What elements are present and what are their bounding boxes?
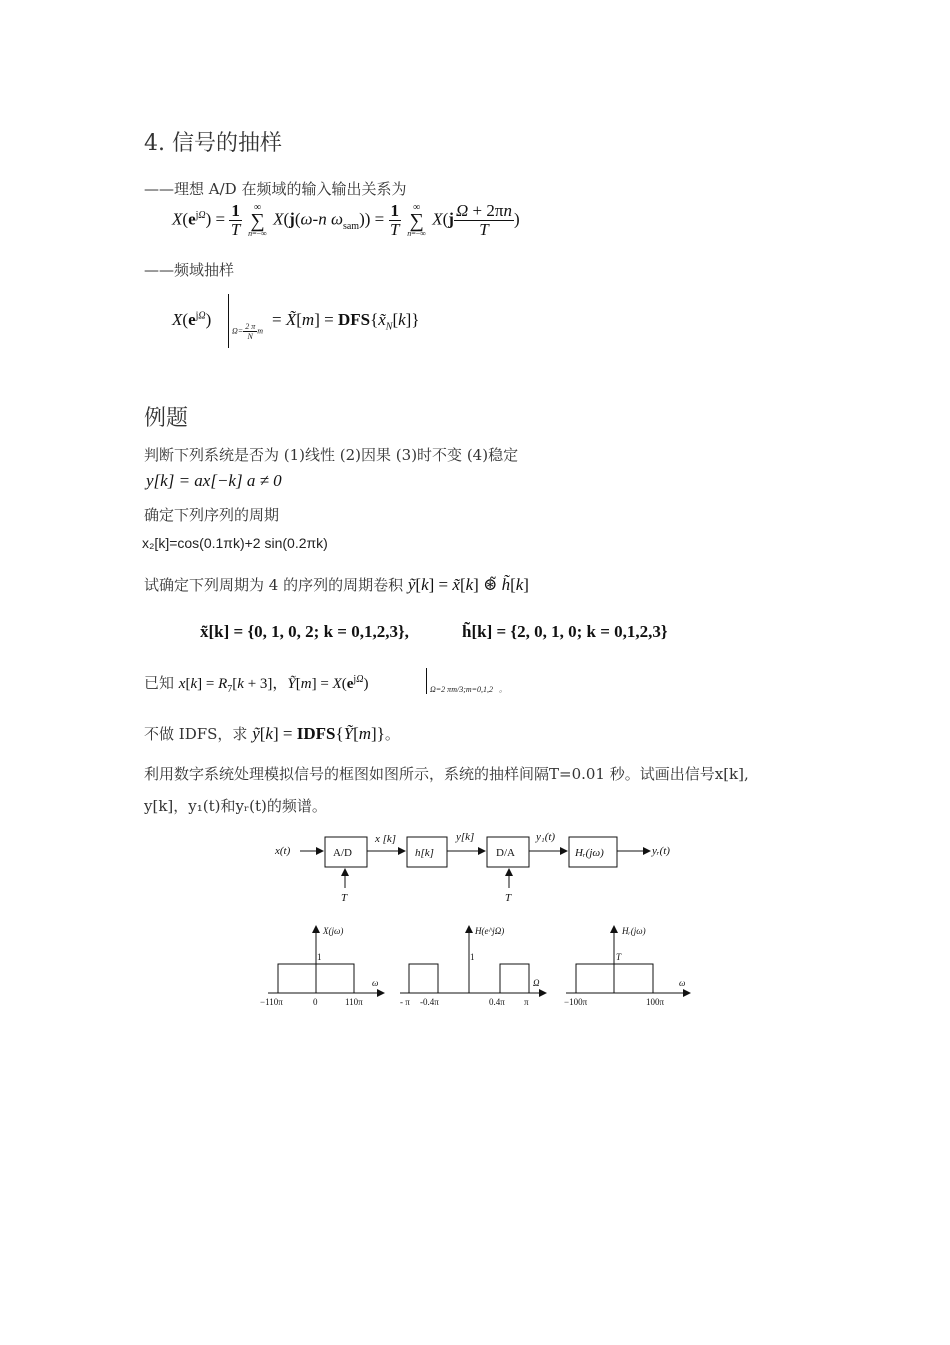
freq-sampling-text: ——频域抽样 bbox=[144, 261, 235, 279]
ad-label: A/D bbox=[333, 847, 352, 859]
question-3: 试确定下列周期为 4 的序列的周期卷积 ỹ[k] = x̃[k] ⊛̃ h̃[k] bbox=[144, 575, 529, 594]
yk-label: y[k] bbox=[456, 831, 475, 843]
question-6-line-2: y[k]，y₁(t)和yᵣ(t)的频谱。 bbox=[144, 797, 327, 815]
h-spectrum-rect-right bbox=[500, 964, 529, 993]
evaluation-subscript-2: Ω=2 πm/3;m=0,1,2 。 bbox=[430, 685, 508, 694]
x-spectrum-title: X(jω) bbox=[323, 926, 344, 936]
hr-spectrum-T: T bbox=[616, 952, 622, 962]
freq-sampling-formula: $X(e^{j\Omega})$ bbox=[172, 310, 212, 329]
section-title: 4. 信号的抽样 bbox=[144, 131, 282, 156]
question-4: 已知 $x[k] = R_7[k + 3]$，Ỹ[m] = $X(e^{j\Omega})$ bbox=[144, 674, 369, 695]
input-signal-label: x(t) bbox=[275, 845, 291, 857]
h-spectrum-title: H(e^jΩ) bbox=[475, 926, 505, 936]
example-title: 例题 bbox=[144, 406, 189, 431]
da-label: D/A bbox=[496, 847, 515, 859]
y1-label: y₁(t) bbox=[536, 831, 556, 843]
xk-label: x [k] bbox=[375, 833, 397, 845]
hr-label: Hᵣ(jω) bbox=[575, 847, 604, 859]
h-tick-neg-04pi: -0.4π bbox=[420, 997, 439, 1007]
dfs-formula: = X̃[m] = $DFS\{x̃_N[k]\}$ bbox=[272, 310, 420, 333]
spectrum-hr bbox=[564, 926, 690, 1007]
x-tick-zero: 0 bbox=[313, 997, 318, 1007]
x-spectrum-one: 1 bbox=[317, 952, 322, 962]
h-tick-04pi: 0.4π bbox=[489, 997, 505, 1007]
question-2-formula: x₂[k]=cos(0.1πk)+2 sin(0.2πk) bbox=[142, 535, 328, 551]
question-2: 确定下列序列的周期 bbox=[144, 506, 280, 524]
h-spectrum-one: 1 bbox=[470, 952, 475, 962]
sequence-x: x̃[k] = {0, 1, 0, 2; k = 0,1,2,3}, bbox=[200, 622, 409, 641]
x-axis-label: ω bbox=[372, 978, 379, 988]
x-tick-right: 110π bbox=[345, 997, 363, 1007]
question-5: 不做 IDFS，求 ỹ[k] = IDFS{Ỹ[m]}。 bbox=[144, 724, 400, 743]
hk-label: h[k] bbox=[415, 847, 434, 859]
question-1-formula: y[k] = ax[−k] a ≠ 0 bbox=[146, 471, 282, 490]
evaluation-subscript: Ω= $\frac{2 \pi}{N}$ m bbox=[232, 322, 263, 341]
h-tick-pi: π bbox=[524, 997, 529, 1007]
ideal-ad-formula: $X(e^{j\Omega})$ = $\frac{1}{T}$ ∞ ∑ n=−∞ X(j(ω-n $\omega_{sam}$)) = $\frac{1}{T}$ ∞ ∑ n=−∞ X(j $\frac{\Omega + 2\pi n}{T}$ ) bbox=[172, 201, 520, 239]
sampling-label-da: T bbox=[505, 892, 512, 904]
spectrum-h bbox=[400, 926, 546, 1007]
question-6-line-1: 利用数字系统处理模拟信号的框图如图所示，系统的抽样间隔T=0.01 秒。试画出信号x[k], bbox=[144, 765, 749, 783]
hr-tick-right: 100π bbox=[646, 997, 665, 1007]
h-axis-label: Ω bbox=[533, 978, 540, 988]
hr-spectrum-title: Hᵣ(jω) bbox=[622, 926, 646, 936]
hr-tick-left: −100π bbox=[564, 997, 588, 1007]
spectrum-x bbox=[260, 926, 384, 1007]
sampling-label-ad: T bbox=[341, 892, 348, 904]
x-tick-left: −110π bbox=[260, 997, 283, 1007]
question-1: 判断下列系统是否为 (1)线性 (2)因果 (3)时不变 (4)稳定 bbox=[144, 446, 519, 464]
sequence-h: h̃[k] = {2, 0, 1, 0; k = 0,1,2,3} bbox=[462, 622, 668, 641]
hr-axis-label: ω bbox=[679, 978, 686, 988]
output-signal-label: yᵣ(t) bbox=[652, 845, 670, 857]
h-tick-neg-pi: - π bbox=[400, 997, 410, 1007]
h-spectrum-rect-left bbox=[409, 964, 438, 993]
ad-relation-text: ——理想 A/D 在频域的输入输出关系为 bbox=[144, 180, 407, 198]
